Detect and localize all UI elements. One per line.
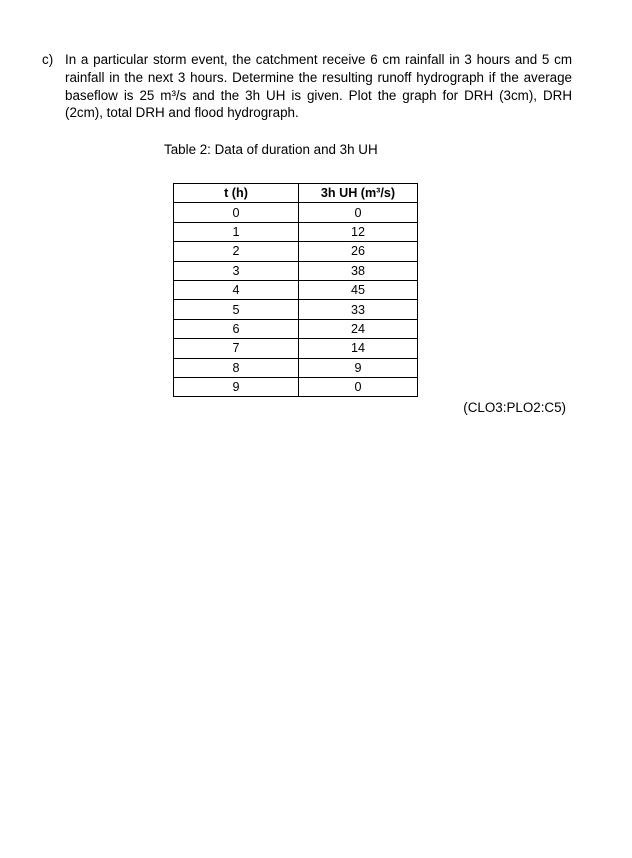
table-row xyxy=(174,339,418,358)
table-header-row xyxy=(174,184,418,203)
cell-uh: 14 xyxy=(299,339,418,358)
table-row xyxy=(174,377,418,396)
clo-reference: (CLO3:PLO2:C5) xyxy=(463,400,566,415)
cell-time: 0 xyxy=(174,203,299,222)
cell-uh: 38 xyxy=(299,261,418,280)
table-row xyxy=(174,261,418,280)
cell-time: 6 xyxy=(174,319,299,338)
cell-time: 1 xyxy=(174,222,299,241)
table-row xyxy=(174,319,418,338)
cell-uh: 24 xyxy=(299,319,418,338)
cell-uh: 0 xyxy=(299,203,418,222)
table-row xyxy=(174,358,418,377)
cell-uh: 45 xyxy=(299,280,418,299)
cell-uh: 33 xyxy=(299,300,418,319)
table-caption: Table 2: Data of duration and 3h UH xyxy=(164,142,378,157)
question-text: In a particular storm event, the catchment receive 6 cm rainfall in 3 hours and 5 cm rainfall in the next 3 hours. Determine the resulting runoff hydrograph if the average baseflow is 25 m³/s and the 3h UH is given. Plot the graph for DRH (3cm), DRH (2cm), total DRH and flood hydrograph. xyxy=(65,52,572,121)
cell-uh: 26 xyxy=(299,242,418,261)
cell-time: 2 xyxy=(174,242,299,261)
cell-uh: 12 xyxy=(299,222,418,241)
header-uh: 3h UH (m³/s) xyxy=(299,184,418,203)
cell-time: 3 xyxy=(174,261,299,280)
header-time: t (h) xyxy=(174,184,299,203)
table-row xyxy=(174,203,418,222)
table-row xyxy=(174,222,418,241)
table-row xyxy=(174,280,418,299)
cell-time: 4 xyxy=(174,280,299,299)
cell-time: 9 xyxy=(174,377,299,396)
table-row xyxy=(174,242,418,261)
table-row xyxy=(174,300,418,319)
cell-uh: 0 xyxy=(299,377,418,396)
cell-time: 7 xyxy=(174,339,299,358)
uh-data-table xyxy=(173,183,418,397)
cell-time: 5 xyxy=(174,300,299,319)
question-block xyxy=(42,51,572,122)
cell-time: 8 xyxy=(174,358,299,377)
cell-uh: 9 xyxy=(299,358,418,377)
question-label: c) xyxy=(42,52,54,67)
